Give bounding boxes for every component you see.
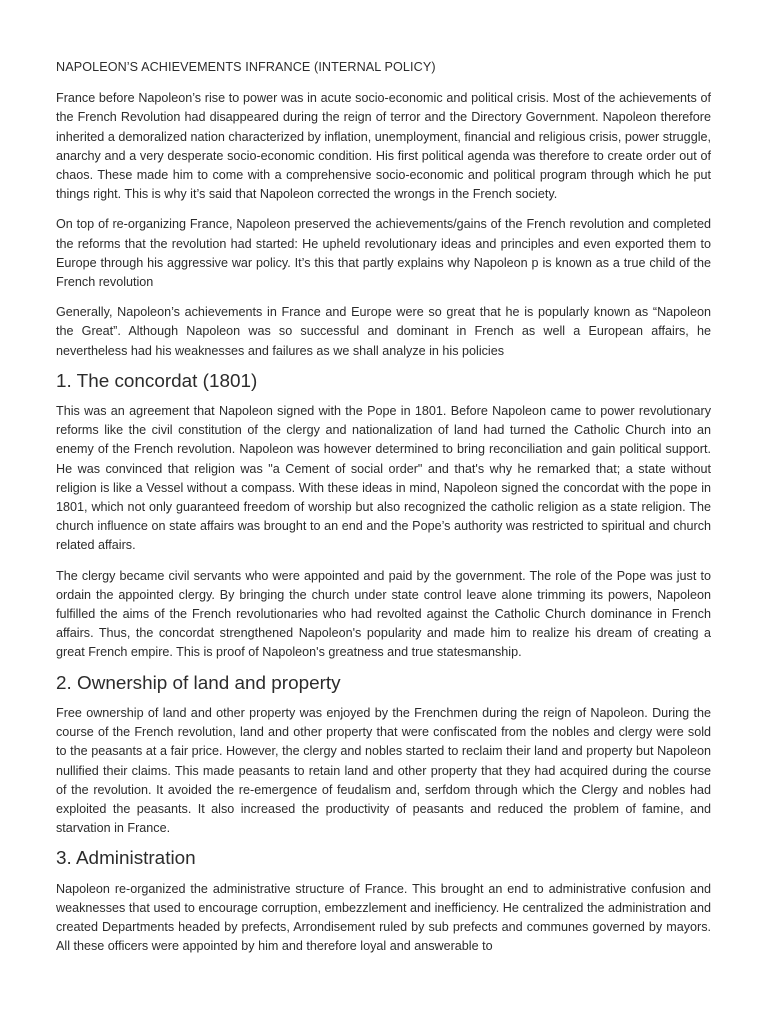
intro-paragraph-1: France before Napoleon’s rise to power was in acute socio-economic and political crisis. Most of the achievements of the French Revolution had disappeared during the reign of terror and the Directory Government. Napoleon therefore inherited a demoralized nation characterized by inflation, unemployment, financial and religious crisis, power struggle, anarchy and a very desperate socio-economic condition. His first political agenda was therefore to create order out of chaos. These made him to come with a comprehensive socio-economic and political program through which he put things right. This is why it’s said that Napoleon corrected the wrongs in the French society. — [56, 91, 711, 202]
document-page — [56, 58, 711, 967]
intro-paragraph-2: On top of re-organizing France, Napoleon preserved the achievements/gains of the French revolution and completed the reforms that the revolution had started: He upheld revolutionary ideas and principles and even exported them to Europe through his aggressive war policy. It’s this that partly explains why Napoleon p is known as a true child of the French revolution — [56, 217, 711, 290]
section-heading-concordat: 1. The concordat (1801) — [56, 370, 258, 392]
document-title: NAPOLEON’S ACHIEVEMENTS INFRANCE (INTERNAL POLICY) — [56, 60, 436, 74]
concordat-paragraph-1: This was an agreement that Napoleon signed with the Pope in 1801. Before Napoleon came to power revolutionary reforms like the civil constitution of the clergy and nationalization of land had turned the Catholic Church into an enemy of the French revolution. Napoleon was however determined to bring reconciliation and gain political support. He was convinced that religion was "a Cement of social order" and that's why he remarked that; a state without religion is like a Vessel without a compass. With these ideas in mind, Napoleon signed the concordat with the pope in 1801, which not only guaranteed freedom of worship but also recognized the catholic religion as a state religion. The church influence on state affairs was brought to an end and the Pope’s authority was restricted to spiritual and church related affairs. — [56, 404, 711, 553]
administration-paragraph-1: Napoleon re-organized the administrative structure of France. This brought an end to administrative confusion and weaknesses that used to encourage corruption, embezzlement and inefficiency. He centralized the administration and created Departments headed by prefects, Arrondisement ruled by sub prefects and communes governed by mayors. All these officers were appointed by him and therefore loyal and answerable to — [56, 881, 711, 954]
section-heading-administration: 3. Administration — [56, 848, 196, 870]
section-heading-land: 2. Ownership of land and property — [56, 672, 341, 694]
intro-paragraph-3: Generally, Napoleon’s achievements in France and Europe were so great that he is popularly known as “Napoleon the Great”. Although Napoleon was so successful and dominant in French as well a European affairs, he nevertheless had his weaknesses and failures as we shall analyze in his policies — [56, 305, 711, 358]
concordat-paragraph-2: The clergy became civil servants who were appointed and paid by the government. The role of the Pope was just to ordain the appointed clergy. By bringing the church under state control leave alone trimming its powers, Napoleon fulfilled the aims of the French revolutionaries who had revolted against the Catholic Church dominance in French affairs. Thus, the concordat strengthened Napoleon's popularity and made him to realize his dream of creating a great French empire. This is proof of Napoleon's greatness and true statesmanship. — [56, 568, 711, 660]
land-paragraph-1: Free ownership of land and other property was enjoyed by the Frenchmen during the reign of Napoleon. During the course of the French revolution, land and other property that were confiscated from the nobles and clergy were sold to the peasants at a fair price. However, the clergy and nobles started to reclaim their land and property but Napoleon nullified their claims. This made peasants to retain land and other property that they had acquired during the course of the revolution. It avoided the re-emergence of feudalism and, serfdom through which the Clergy and nobles had exploited the peasants. It also increased the productivity of peasants and reduced the problem of famine, and starvation in France. — [56, 705, 711, 836]
